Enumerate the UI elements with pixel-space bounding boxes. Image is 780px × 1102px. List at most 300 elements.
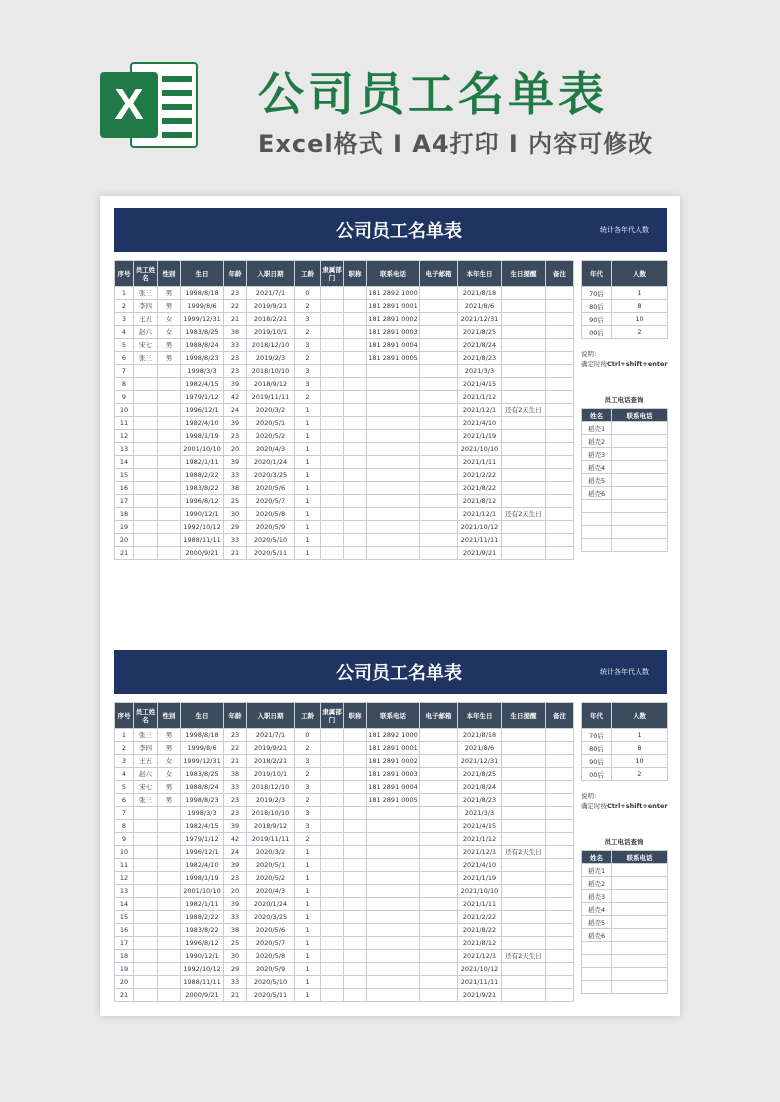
- table-cell[interactable]: [420, 430, 458, 443]
- table-cell[interactable]: [546, 846, 574, 859]
- table-cell[interactable]: 还有2天生日: [502, 950, 546, 963]
- table-cell[interactable]: [158, 417, 181, 430]
- table-cell[interactable]: 李四: [134, 742, 158, 755]
- table-cell[interactable]: 2020/5/7: [247, 937, 295, 950]
- table-cell[interactable]: [158, 976, 181, 989]
- table-cell[interactable]: 2019/2/3: [247, 794, 295, 807]
- phone-cell[interactable]: 稻壳3: [582, 890, 612, 903]
- table-cell[interactable]: 2021/10/10: [458, 885, 502, 898]
- phone-cell[interactable]: [612, 890, 668, 903]
- table-cell[interactable]: [420, 339, 458, 352]
- table-cell[interactable]: [344, 339, 367, 352]
- table-cell[interactable]: 2: [295, 300, 321, 313]
- table-cell[interactable]: [321, 287, 344, 300]
- table-cell[interactable]: 2: [295, 391, 321, 404]
- table-cell[interactable]: [134, 456, 158, 469]
- table-cell[interactable]: 20: [224, 443, 247, 456]
- table-cell[interactable]: 1982/4/10: [181, 417, 224, 430]
- table-cell[interactable]: [546, 300, 574, 313]
- table-cell[interactable]: 33: [224, 534, 247, 547]
- table-cell[interactable]: 1999/12/31: [181, 755, 224, 768]
- phone-cell[interactable]: [582, 955, 612, 968]
- table-cell[interactable]: 1: [295, 846, 321, 859]
- table-cell[interactable]: [321, 898, 344, 911]
- table-cell[interactable]: 2021/2/22: [458, 911, 502, 924]
- table-cell[interactable]: [344, 469, 367, 482]
- phone-cell[interactable]: [612, 526, 668, 539]
- table-cell[interactable]: [367, 898, 420, 911]
- phone-cell[interactable]: 稻壳5: [582, 916, 612, 929]
- table-cell[interactable]: 2021/11/11: [458, 976, 502, 989]
- table-cell[interactable]: [420, 768, 458, 781]
- table-cell[interactable]: [367, 963, 420, 976]
- table-cell[interactable]: 男: [158, 781, 181, 794]
- table-cell[interactable]: [134, 430, 158, 443]
- table-cell[interactable]: [344, 807, 367, 820]
- table-cell[interactable]: [420, 872, 458, 885]
- table-cell[interactable]: [344, 911, 367, 924]
- table-cell[interactable]: [321, 417, 344, 430]
- table-cell[interactable]: 4: [115, 768, 134, 781]
- table-cell[interactable]: [420, 898, 458, 911]
- table-cell[interactable]: [502, 469, 546, 482]
- table-cell[interactable]: [321, 365, 344, 378]
- table-cell[interactable]: [546, 768, 574, 781]
- table-cell[interactable]: 1: [295, 950, 321, 963]
- table-cell[interactable]: 1998/3/3: [181, 807, 224, 820]
- table-cell[interactable]: [420, 742, 458, 755]
- table-cell[interactable]: 2021/3/3: [458, 365, 502, 378]
- table-cell[interactable]: [344, 378, 367, 391]
- table-cell[interactable]: 2: [115, 742, 134, 755]
- table-cell[interactable]: 赵六: [134, 326, 158, 339]
- table-cell[interactable]: 2020/3/2: [247, 846, 295, 859]
- table-cell[interactable]: [344, 950, 367, 963]
- table-cell[interactable]: 16: [115, 482, 134, 495]
- table-cell[interactable]: [344, 391, 367, 404]
- phone-cell[interactable]: 稻壳1: [582, 864, 612, 877]
- table-cell[interactable]: 2: [115, 300, 134, 313]
- table-cell[interactable]: 1983/8/25: [181, 768, 224, 781]
- table-cell[interactable]: [367, 859, 420, 872]
- table-cell[interactable]: 2021/4/10: [458, 417, 502, 430]
- table-cell[interactable]: [158, 404, 181, 417]
- table-cell[interactable]: 20: [224, 885, 247, 898]
- table-cell[interactable]: 1988/8/24: [181, 781, 224, 794]
- table-cell[interactable]: [420, 482, 458, 495]
- table-cell[interactable]: 181 2891 0005: [367, 794, 420, 807]
- table-cell[interactable]: 2021/8/18: [458, 287, 502, 300]
- table-cell[interactable]: [134, 807, 158, 820]
- table-cell[interactable]: 李四: [134, 300, 158, 313]
- table-cell[interactable]: 18: [115, 950, 134, 963]
- table-cell[interactable]: [502, 794, 546, 807]
- phone-cell[interactable]: [612, 903, 668, 916]
- table-cell[interactable]: [420, 417, 458, 430]
- table-cell[interactable]: [367, 365, 420, 378]
- table-cell[interactable]: 2019/10/1: [247, 768, 295, 781]
- table-cell[interactable]: [344, 833, 367, 846]
- table-cell[interactable]: 2021/9/21: [458, 547, 502, 560]
- table-cell[interactable]: 2021/12/31: [458, 755, 502, 768]
- table-cell[interactable]: 18: [115, 508, 134, 521]
- phone-cell[interactable]: [612, 981, 668, 994]
- table-cell[interactable]: 2: [295, 742, 321, 755]
- table-cell[interactable]: [546, 443, 574, 456]
- table-cell[interactable]: 2021/11/11: [458, 534, 502, 547]
- table-cell[interactable]: 25: [224, 937, 247, 950]
- table-cell[interactable]: 1: [295, 456, 321, 469]
- table-cell[interactable]: [344, 755, 367, 768]
- table-cell[interactable]: 2000/9/21: [181, 547, 224, 560]
- table-cell[interactable]: [158, 547, 181, 560]
- table-cell[interactable]: 23: [224, 352, 247, 365]
- table-cell[interactable]: [321, 859, 344, 872]
- table-cell[interactable]: [344, 417, 367, 430]
- age-cell[interactable]: 2: [612, 326, 668, 339]
- table-cell[interactable]: [502, 833, 546, 846]
- table-cell[interactable]: [134, 924, 158, 937]
- table-cell[interactable]: 男: [158, 352, 181, 365]
- table-cell[interactable]: 女: [158, 768, 181, 781]
- table-cell[interactable]: 2: [295, 352, 321, 365]
- table-cell[interactable]: [367, 417, 420, 430]
- table-cell[interactable]: [502, 989, 546, 1002]
- table-cell[interactable]: 2021/1/11: [458, 456, 502, 469]
- table-cell[interactable]: 16: [115, 924, 134, 937]
- table-cell[interactable]: 1: [295, 911, 321, 924]
- table-cell[interactable]: [546, 430, 574, 443]
- table-cell[interactable]: [546, 482, 574, 495]
- table-cell[interactable]: 1983/8/22: [181, 924, 224, 937]
- table-cell[interactable]: [321, 963, 344, 976]
- table-cell[interactable]: 38: [224, 482, 247, 495]
- table-cell[interactable]: [420, 846, 458, 859]
- table-cell[interactable]: [420, 547, 458, 560]
- table-cell[interactable]: 2020/5/8: [247, 950, 295, 963]
- table-cell[interactable]: [546, 963, 574, 976]
- age-cell[interactable]: 70后: [582, 287, 612, 300]
- table-cell[interactable]: 1: [295, 989, 321, 1002]
- table-cell[interactable]: [420, 976, 458, 989]
- table-cell[interactable]: [158, 989, 181, 1002]
- table-cell[interactable]: 25: [224, 495, 247, 508]
- table-cell[interactable]: [502, 495, 546, 508]
- table-cell[interactable]: [367, 807, 420, 820]
- table-cell[interactable]: 2021/1/19: [458, 872, 502, 885]
- table-cell[interactable]: 42: [224, 833, 247, 846]
- table-cell[interactable]: [158, 430, 181, 443]
- table-cell[interactable]: [420, 989, 458, 1002]
- table-cell[interactable]: [420, 391, 458, 404]
- phone-cell[interactable]: 稻壳2: [582, 877, 612, 890]
- table-cell[interactable]: 2020/5/1: [247, 859, 295, 872]
- table-cell[interactable]: 2021/8/6: [458, 742, 502, 755]
- table-cell[interactable]: 2021/8/6: [458, 300, 502, 313]
- table-cell[interactable]: [502, 924, 546, 937]
- table-cell[interactable]: [344, 742, 367, 755]
- table-cell[interactable]: 2020/5/1: [247, 417, 295, 430]
- table-cell[interactable]: 22: [224, 300, 247, 313]
- table-cell[interactable]: [344, 313, 367, 326]
- table-cell[interactable]: 1999/8/6: [181, 742, 224, 755]
- table-cell[interactable]: [367, 820, 420, 833]
- table-cell[interactable]: 1: [295, 508, 321, 521]
- table-cell[interactable]: [502, 898, 546, 911]
- table-cell[interactable]: [158, 508, 181, 521]
- phone-cell[interactable]: [612, 916, 668, 929]
- table-cell[interactable]: [158, 963, 181, 976]
- table-cell[interactable]: 39: [224, 417, 247, 430]
- table-cell[interactable]: 2021/3/3: [458, 807, 502, 820]
- table-cell[interactable]: 24: [224, 404, 247, 417]
- table-cell[interactable]: [344, 872, 367, 885]
- table-cell[interactable]: 2021/10/12: [458, 521, 502, 534]
- table-cell[interactable]: [134, 885, 158, 898]
- phone-cell[interactable]: [612, 422, 668, 435]
- table-cell[interactable]: [367, 534, 420, 547]
- table-cell[interactable]: 2021/8/24: [458, 781, 502, 794]
- table-cell[interactable]: 21: [224, 755, 247, 768]
- table-cell[interactable]: 1996/8/12: [181, 937, 224, 950]
- table-cell[interactable]: [420, 833, 458, 846]
- table-cell[interactable]: [367, 404, 420, 417]
- table-cell[interactable]: [134, 963, 158, 976]
- table-cell[interactable]: [546, 287, 574, 300]
- table-cell[interactable]: 男: [158, 729, 181, 742]
- table-cell[interactable]: 181 2891 0003: [367, 326, 420, 339]
- table-cell[interactable]: 2021/1/12: [458, 833, 502, 846]
- table-cell[interactable]: [420, 950, 458, 963]
- table-cell[interactable]: [321, 443, 344, 456]
- table-cell[interactable]: 17: [115, 495, 134, 508]
- table-cell[interactable]: 14: [115, 456, 134, 469]
- phone-cell[interactable]: [582, 500, 612, 513]
- table-cell[interactable]: 2020/5/6: [247, 924, 295, 937]
- table-cell[interactable]: 1990/12/1: [181, 508, 224, 521]
- table-cell[interactable]: [321, 495, 344, 508]
- table-cell[interactable]: 2021/4/15: [458, 378, 502, 391]
- table-cell[interactable]: 2018/9/12: [247, 820, 295, 833]
- table-cell[interactable]: [344, 534, 367, 547]
- table-cell[interactable]: [546, 456, 574, 469]
- table-cell[interactable]: 1998/3/3: [181, 365, 224, 378]
- table-cell[interactable]: [321, 300, 344, 313]
- table-cell[interactable]: [502, 755, 546, 768]
- phone-cell[interactable]: 稻壳4: [582, 903, 612, 916]
- table-cell[interactable]: [546, 378, 574, 391]
- table-cell[interactable]: 王五: [134, 313, 158, 326]
- phone-cell[interactable]: 稻壳2: [582, 435, 612, 448]
- table-cell[interactable]: [134, 495, 158, 508]
- table-cell[interactable]: 赵六: [134, 768, 158, 781]
- table-cell[interactable]: 1: [295, 417, 321, 430]
- table-cell[interactable]: [134, 976, 158, 989]
- table-cell[interactable]: [344, 430, 367, 443]
- table-cell[interactable]: 33: [224, 469, 247, 482]
- table-cell[interactable]: 1982/4/15: [181, 378, 224, 391]
- table-cell[interactable]: 23: [224, 807, 247, 820]
- table-cell[interactable]: [158, 950, 181, 963]
- table-cell[interactable]: 2021/12/1: [458, 846, 502, 859]
- phone-cell[interactable]: 稻壳3: [582, 448, 612, 461]
- phone-cell[interactable]: [612, 877, 668, 890]
- phone-cell[interactable]: 稻壳4: [582, 461, 612, 474]
- table-cell[interactable]: [420, 781, 458, 794]
- table-cell[interactable]: [344, 547, 367, 560]
- phone-cell[interactable]: 稻壳5: [582, 474, 612, 487]
- phone-cell[interactable]: [612, 968, 668, 981]
- table-cell[interactable]: 1982/1/11: [181, 456, 224, 469]
- table-cell[interactable]: [367, 547, 420, 560]
- table-cell[interactable]: [321, 534, 344, 547]
- phone-cell[interactable]: [612, 500, 668, 513]
- table-cell[interactable]: 张三: [134, 729, 158, 742]
- table-cell[interactable]: [420, 911, 458, 924]
- table-cell[interactable]: [502, 547, 546, 560]
- table-cell[interactable]: [502, 352, 546, 365]
- table-cell[interactable]: 1990/12/1: [181, 950, 224, 963]
- table-cell[interactable]: [546, 521, 574, 534]
- table-cell[interactable]: 1979/1/12: [181, 391, 224, 404]
- table-cell[interactable]: [367, 443, 420, 456]
- table-cell[interactable]: [134, 404, 158, 417]
- table-cell[interactable]: [546, 417, 574, 430]
- table-cell[interactable]: [367, 833, 420, 846]
- table-cell[interactable]: 21: [115, 989, 134, 1002]
- table-cell[interactable]: [321, 937, 344, 950]
- table-cell[interactable]: [420, 378, 458, 391]
- table-cell[interactable]: 1: [295, 924, 321, 937]
- table-cell[interactable]: [321, 456, 344, 469]
- table-cell[interactable]: [344, 937, 367, 950]
- table-cell[interactable]: [502, 872, 546, 885]
- age-cell[interactable]: 90后: [582, 755, 612, 768]
- table-cell[interactable]: 13: [115, 885, 134, 898]
- table-cell[interactable]: 男: [158, 742, 181, 755]
- phone-cell[interactable]: [582, 981, 612, 994]
- table-cell[interactable]: [134, 833, 158, 846]
- table-cell[interactable]: [344, 989, 367, 1002]
- table-cell[interactable]: [546, 469, 574, 482]
- table-cell[interactable]: 2: [295, 326, 321, 339]
- table-cell[interactable]: 2018/2/21: [247, 313, 295, 326]
- table-cell[interactable]: [502, 807, 546, 820]
- table-cell[interactable]: 1998/1/19: [181, 430, 224, 443]
- table-cell[interactable]: 2021/10/12: [458, 963, 502, 976]
- table-cell[interactable]: [344, 859, 367, 872]
- table-cell[interactable]: 12: [115, 430, 134, 443]
- table-cell[interactable]: 21: [224, 313, 247, 326]
- table-cell[interactable]: 21: [224, 989, 247, 1002]
- table-cell[interactable]: [321, 846, 344, 859]
- table-cell[interactable]: 39: [224, 898, 247, 911]
- table-cell[interactable]: 181 2891 0004: [367, 339, 420, 352]
- phone-cell[interactable]: [612, 513, 668, 526]
- table-cell[interactable]: [502, 365, 546, 378]
- table-cell[interactable]: [321, 521, 344, 534]
- table-cell[interactable]: [321, 508, 344, 521]
- table-cell[interactable]: [420, 521, 458, 534]
- table-cell[interactable]: 2020/4/3: [247, 885, 295, 898]
- table-cell[interactable]: [344, 326, 367, 339]
- table-cell[interactable]: [546, 742, 574, 755]
- table-cell[interactable]: 33: [224, 976, 247, 989]
- table-cell[interactable]: 2021/7/1: [247, 729, 295, 742]
- table-cell[interactable]: [546, 781, 574, 794]
- table-cell[interactable]: [546, 807, 574, 820]
- table-cell[interactable]: [546, 820, 574, 833]
- table-cell[interactable]: [420, 937, 458, 950]
- table-cell[interactable]: [134, 846, 158, 859]
- table-cell[interactable]: [420, 807, 458, 820]
- table-cell[interactable]: 2021/12/1: [458, 950, 502, 963]
- table-cell[interactable]: 33: [224, 339, 247, 352]
- table-cell[interactable]: 2021/1/11: [458, 898, 502, 911]
- table-cell[interactable]: 23: [224, 430, 247, 443]
- table-cell[interactable]: 1: [295, 469, 321, 482]
- table-cell[interactable]: 15: [115, 469, 134, 482]
- phone-cell[interactable]: [582, 513, 612, 526]
- age-cell[interactable]: 10: [612, 755, 668, 768]
- phone-cell[interactable]: [582, 968, 612, 981]
- age-cell[interactable]: 10: [612, 313, 668, 326]
- table-cell[interactable]: 2021/8/12: [458, 495, 502, 508]
- table-cell[interactable]: [344, 924, 367, 937]
- table-cell[interactable]: 2021/12/1: [458, 404, 502, 417]
- table-cell[interactable]: [158, 924, 181, 937]
- table-cell[interactable]: [367, 872, 420, 885]
- table-cell[interactable]: [344, 300, 367, 313]
- table-cell[interactable]: [502, 976, 546, 989]
- table-cell[interactable]: [134, 859, 158, 872]
- table-cell[interactable]: 181 2891 0004: [367, 781, 420, 794]
- table-cell[interactable]: 21: [224, 547, 247, 560]
- table-cell[interactable]: 2021/12/1: [458, 508, 502, 521]
- table-cell[interactable]: [502, 820, 546, 833]
- table-cell[interactable]: [134, 482, 158, 495]
- table-cell[interactable]: 1992/10/12: [181, 963, 224, 976]
- table-cell[interactable]: 2019/11/11: [247, 391, 295, 404]
- table-cell[interactable]: 1: [295, 976, 321, 989]
- table-cell[interactable]: [134, 521, 158, 534]
- table-cell[interactable]: [420, 365, 458, 378]
- table-cell[interactable]: [321, 482, 344, 495]
- table-cell[interactable]: [367, 508, 420, 521]
- table-cell[interactable]: 1979/1/12: [181, 833, 224, 846]
- table-cell[interactable]: 3: [295, 820, 321, 833]
- table-cell[interactable]: 1: [295, 937, 321, 950]
- table-cell[interactable]: [344, 352, 367, 365]
- table-cell[interactable]: 2021/1/12: [458, 391, 502, 404]
- table-cell[interactable]: [158, 521, 181, 534]
- table-cell[interactable]: 2021/8/25: [458, 326, 502, 339]
- table-cell[interactable]: [321, 352, 344, 365]
- table-cell[interactable]: [546, 859, 574, 872]
- table-cell[interactable]: [344, 820, 367, 833]
- table-cell[interactable]: 还有2天生日: [502, 508, 546, 521]
- table-cell[interactable]: 2018/12/10: [247, 339, 295, 352]
- table-cell[interactable]: 2020/5/2: [247, 872, 295, 885]
- table-cell[interactable]: [502, 482, 546, 495]
- table-cell[interactable]: [546, 885, 574, 898]
- table-cell[interactable]: 42: [224, 391, 247, 404]
- table-cell[interactable]: 王五: [134, 755, 158, 768]
- table-cell[interactable]: [344, 508, 367, 521]
- table-cell[interactable]: [134, 547, 158, 560]
- phone-cell[interactable]: 稻壳1: [582, 422, 612, 435]
- table-cell[interactable]: [420, 963, 458, 976]
